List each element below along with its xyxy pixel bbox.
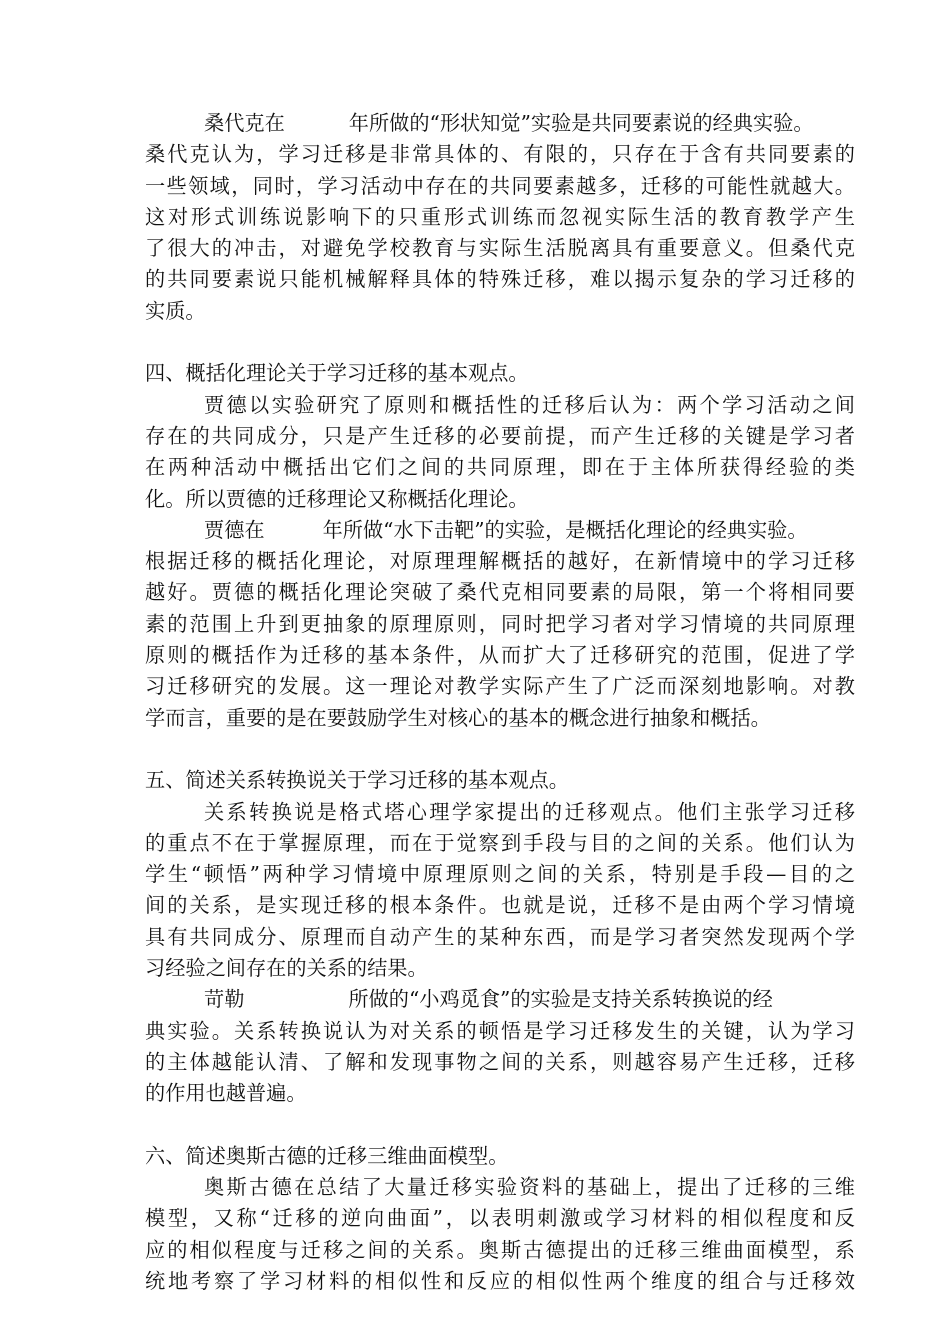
paragraph-judd-2 [145,515,855,734]
heading-section-5: 五、简述关系转换说关于学习迁移的基本观点。 [145,768,569,793]
text-line: 学而言，重要的是在要鼓励学生对核心的基本的概念进行抽象和概括。 [145,705,771,730]
text-line: 一些领域，同时，学习活动中存在的共同要素越多，迁移的可能性就越大。 [145,173,855,198]
text-line: 根据迁移的概括化理论，对原理理解概括的越好，在新情境中的学习迁移 [145,549,855,574]
text-line: 实质。 [145,298,206,323]
text-segment: 贾德在 [204,517,265,542]
blank-line [145,327,855,358]
paragraph-osgood [145,1172,855,1297]
text-line [145,108,855,139]
text-line: 统地考察了学习材料的相似性和反应的相似性两个维度的组合与迁移效 [145,1268,855,1293]
text-line [145,515,855,546]
heading-section-6: 六、简述奥斯古德的迁移三维曲面模型。 [145,1143,509,1168]
text-line: 在两种活动中概括出它们之间的共同原理，即在于主体所获得经验的类 [145,455,855,480]
blank-line [145,734,855,765]
text-line: 的重点不在于掌握原理，而在于觉察到手段与目的之间的关系。他们认为 [145,830,855,855]
text-segment: 年所做“水下击靶”的实验，是概括化理论的经典实验。 [322,517,808,542]
text-line: 桑代克认为，学习迁移是非常具体的、有限的，只存在于含有共同要素的 [145,142,855,167]
paragraph-gestalt [145,797,855,985]
text-segment: 桑代克在 [204,111,285,135]
paragraph-kohler [145,984,855,1109]
heading-section-4: 四、概括化理论关于学习迁移的基本观点。 [145,361,529,386]
text-segment: 苛勒 [204,987,245,1012]
text-line: 学生“顿悟”两种学习情境中原理原则之间的关系，特别是手段—目的之 [145,862,855,887]
text-line: 模型，又称“迁移的逆向曲面”，以表明刺激或学习材料的相似程度和反 [145,1206,855,1231]
text-line: 奥斯古德在总结了大量迁移实验资料的基础上，提出了迁移的三维 [204,1175,855,1200]
text-line: 素的范围上升到更抽象的原理原则，同时把学习者对学习情境的共同原理 [145,611,855,636]
text-line: 的作用也越普遍。 [145,1081,307,1106]
paragraph-thorndike [145,108,855,327]
text-segment: 所做的“小鸡觅食”的实验是支持关系转换说的经 [348,987,773,1012]
text-line: 典实验。关系转换说认为对关系的顿悟是学习迁移发生的关键，认为学习 [145,1018,855,1043]
text-line: 存在的共同成分，只是产生迁移的必要前提，而产生迁移的关键是学习者 [145,423,855,448]
text-line: 原则的概括作为迁移的基本条件，从而扩大了迁移研究的范围，促进了学 [145,643,855,668]
text-line: 的共同要素说只能机械解释具体的特殊迁移，难以揭示复杂的学习迁移的 [145,267,855,292]
text-segment: 年所做的“形状知觉”实验是共同要素说的经典实验。 [348,111,814,135]
text-line: 习经验之间存在的关系的结果。 [145,956,428,981]
text-line: 应的相似程度与迁移之间的关系。奥斯古德提出的迁移三维曲面模型，系 [145,1237,855,1262]
text-line: 了很大的冲击，对避免学校教育与实际生活脱离具有重要意义。但桑代克 [145,236,855,261]
text-line: 贾德以实验研究了原则和概括性的迁移后认为：两个学习活动之间 [204,392,855,417]
text-line: 具有共同成分、原理而自动产生的某种东西，而是学习者突然发现两个学 [145,924,855,949]
text-line: 化。所以贾德的迁移理论又称概括化理论。 [145,486,529,511]
paragraph-judd-1 [145,390,855,515]
blank-line [145,1110,855,1141]
text-line: 的主体越能认清、了解和发现事物之间的关系，则越容易产生迁移，迁移 [145,1049,855,1074]
text-line: 间的关系，是实现迁移的根本条件。也就是说，迁移不是由两个学习情境 [145,893,855,918]
document-page [145,108,855,1297]
text-line: 这对形式训练说影响下的只重形式训练而忽视实际生活的教育教学产生 [145,204,855,229]
text-line [145,984,855,1015]
text-line: 习迁移研究的发展。这一理论对教学实际产生了广泛而深刻地影响。对教 [145,674,855,699]
text-line: 越好。贾德的概括化理论突破了桑代克相同要素的局限，第一个将相同要 [145,580,855,605]
text-line: 关系转换说是格式塔心理学家提出的迁移观点。他们主张学习迁移 [204,799,855,824]
